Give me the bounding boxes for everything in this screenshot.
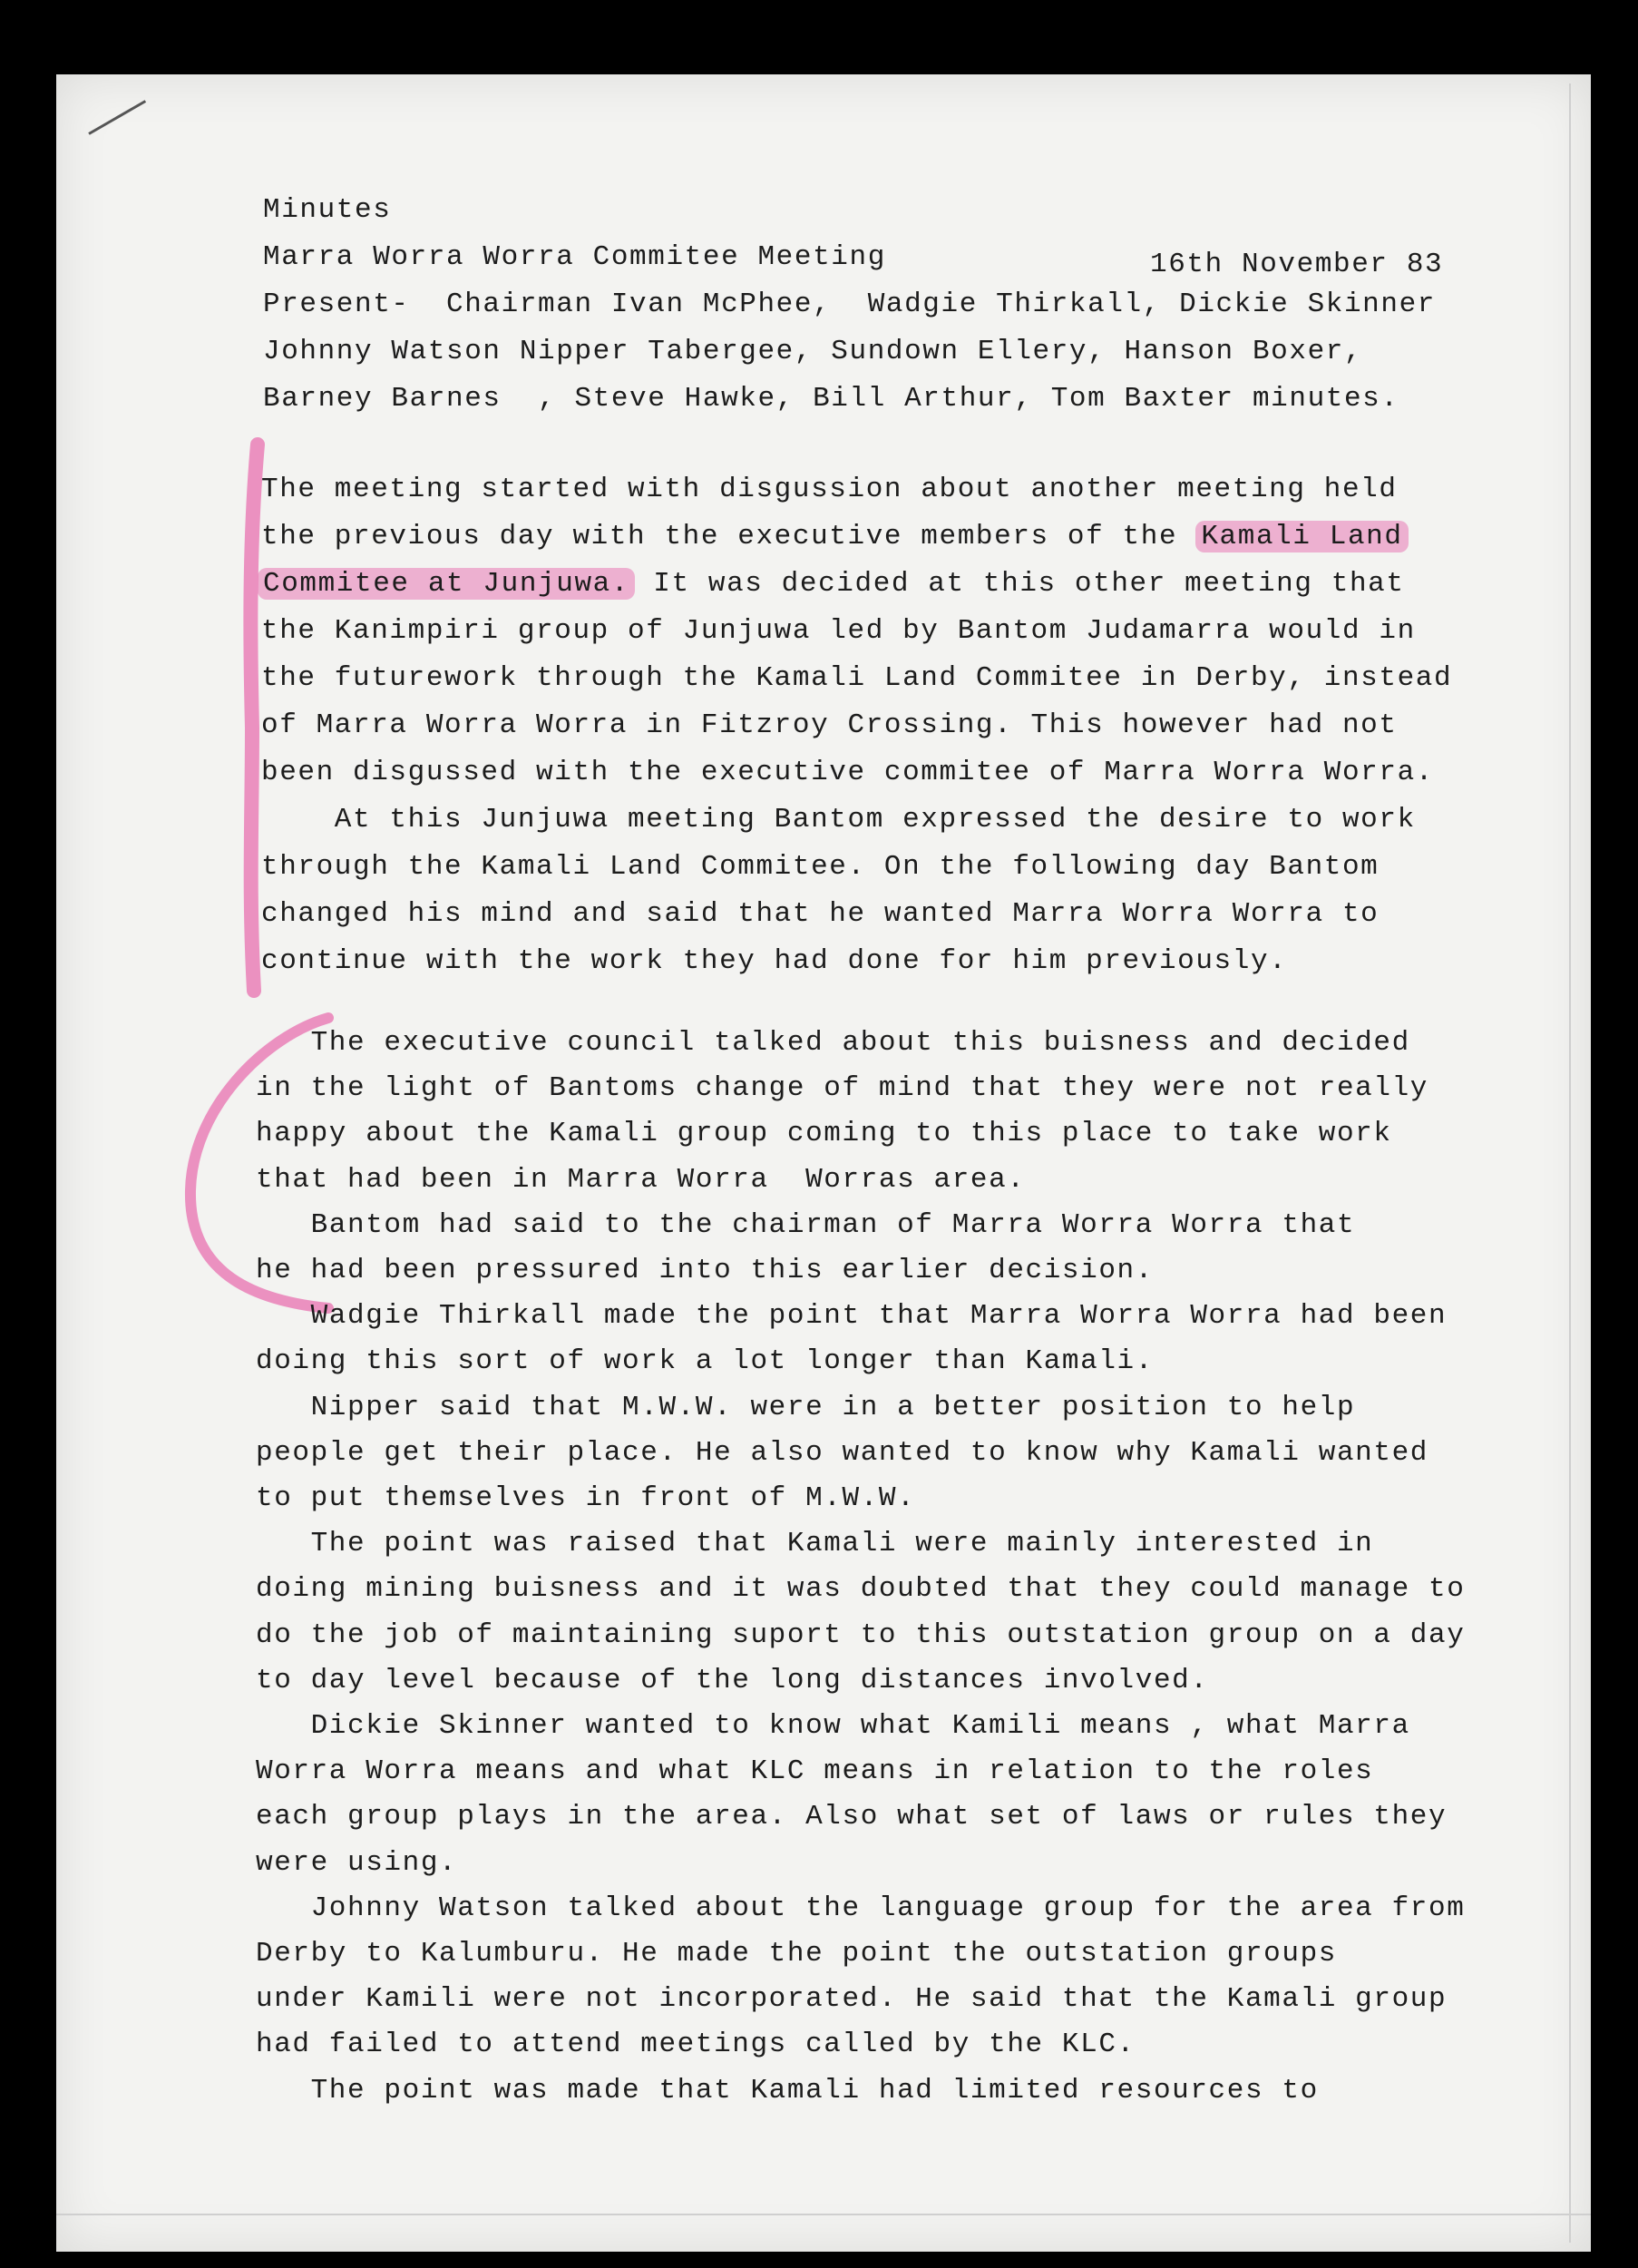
paragraph-line: that had been in Marra Worra Worras area. (256, 1163, 1026, 1196)
attendees-line: Barney Barnes , Steve Hawke, Bill Arthur, Tom Baxter minutes. (263, 383, 1399, 415)
paragraph-line: At this Junjuwa meeting Bantom expressed the desire to work (261, 804, 1416, 836)
highlighted-text: Commitee at Junjuwa. (258, 568, 635, 600)
paragraph-line: the Kanimpiri group of Junjuwa led by Bantom Judamarra would in (261, 615, 1416, 647)
paragraph-line: do the job of maintaining suport to this outstation group on a day (256, 1618, 1466, 1651)
highlighted-text: Kamali Land (1195, 521, 1408, 552)
paragraph-line: happy about the Kamali group coming to this place to take work (256, 1118, 1392, 1150)
meeting-name: Marra Worra Worra Commitee Meeting (263, 241, 886, 273)
paragraph-line: the futurework through the Kamali Land Commitee in Derby, instead (261, 662, 1453, 694)
paragraph-line: to day level because of the long distances involved. (256, 1664, 1209, 1696)
paragraph-line: Nipper said that M.W.W. were in a better position to help (256, 1391, 1356, 1423)
document-page (56, 74, 1591, 2252)
paragraph-line: had failed to attend meetings called by the KLC. (256, 2028, 1136, 2061)
paragraph-line: Dickie Skinner wanted to know what Kamili means , what Marra (256, 1710, 1410, 1742)
paragraph-line: The executive council talked about this buisness and decided (256, 1027, 1410, 1059)
text-run: It was decided at this other meeting that (635, 568, 1405, 600)
paragraph-line (258, 568, 1405, 600)
paragraph-line: The point was raised that Kamali were mainly interested in (256, 1528, 1374, 1560)
minutes-text (56, 74, 1591, 2252)
paragraph-line: in the light of Bantoms change of mind that they were not really (256, 1072, 1428, 1105)
paragraph-line (261, 521, 1409, 552)
paragraph-line: through the Kamali Land Commitee. On the following day Bantom (261, 851, 1380, 883)
paragraph-line: under Kamili were not incorporated. He said that the Kamali group (256, 1983, 1448, 2016)
text-run: the previous day with the executive members of the (261, 521, 1196, 552)
attendees-line: Present- Chairman Ivan McPhee, Wadgie Thirkall, Dickie Skinner (263, 288, 1436, 320)
paragraph-line: Worra Worra means and what KLC means in relation to the roles (256, 1755, 1374, 1788)
document-title: Minutes (263, 194, 392, 226)
paragraph-line: been disgussed with the executive commitee of Marra Worra Worra. (261, 757, 1434, 788)
paragraph-line: he had been pressured into this earlier decision. (256, 1255, 1154, 1286)
attendees-line: Johnny Watson Nipper Tabergee, Sundown Ellery, Hanson Boxer, (263, 336, 1363, 367)
paragraph-line: to put themselves in front of M.W.W. (256, 1482, 916, 1514)
meeting-date: 16th November 83 (1150, 249, 1444, 280)
paragraph-line: doing mining buisness and it was doubted that they could manage to (256, 1573, 1466, 1606)
paragraph-line: doing this sort of work a lot longer than Kamali. (256, 1345, 1154, 1378)
paragraph-line: Derby to Kalumburu. He made the point the outstation groups (256, 1938, 1337, 1970)
paragraph-line: changed his mind and said that he wanted Marra Worra Worra to (261, 898, 1380, 930)
paragraph-line: each group plays in the area. Also what set of laws or rules they (256, 1801, 1448, 1833)
paragraph-line: Bantom had said to the chairman of Marra Worra Worra that (256, 1208, 1356, 1241)
paragraph-line: The meeting started with disgussion about another meeting held (261, 474, 1398, 505)
paragraph-line: of Marra Worra Worra in Fitzroy Crossing. This however had not (261, 709, 1398, 741)
paragraph-line: continue with the work they had done for him previously. (261, 945, 1288, 977)
paragraph-line: The point was made that Kamali had limited resources to (256, 2074, 1319, 2107)
paragraph-line: were using. (256, 1846, 458, 1879)
paragraph-line: people get their place. He also wanted to know why Kamali wanted (256, 1436, 1428, 1469)
paragraph-line: Johnny Watson talked about the language group for the area from (256, 1892, 1466, 1924)
paragraph-line: Wadgie Thirkall made the point that Marra Worra Worra had been (256, 1300, 1448, 1333)
